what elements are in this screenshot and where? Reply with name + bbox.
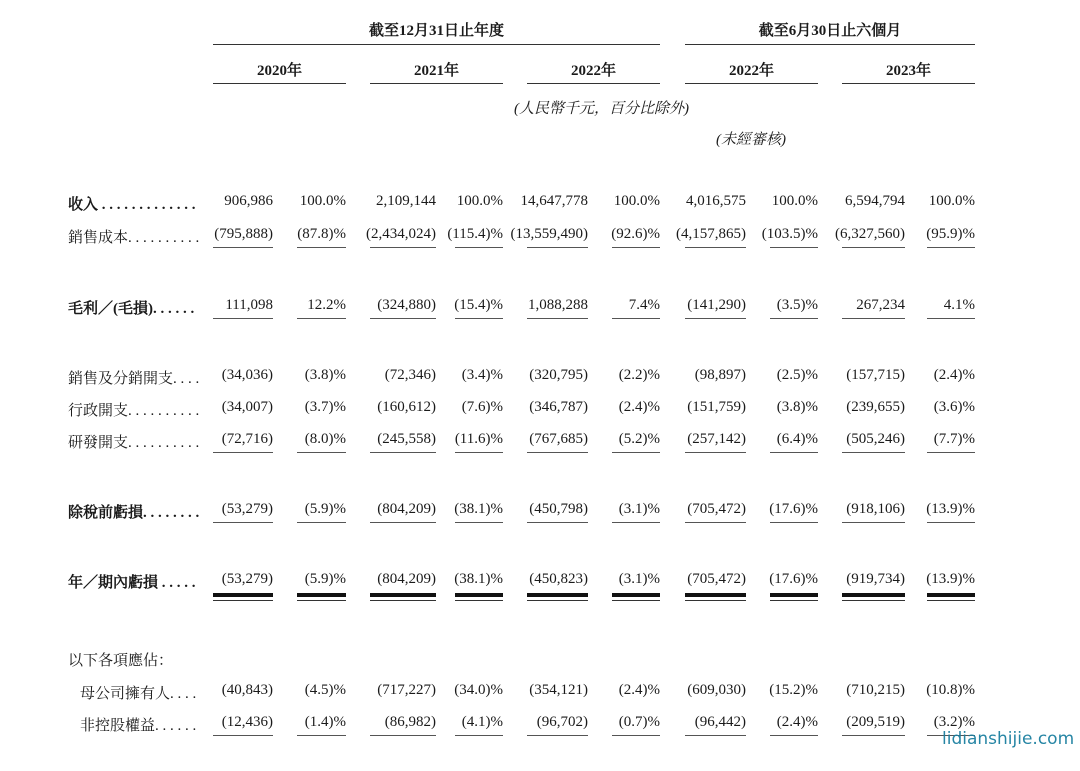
subtotal-underline	[213, 247, 273, 248]
row-label-rd-expenses: 研發開支. . . . . . . . . .	[68, 435, 200, 451]
total-double-underline	[927, 600, 975, 601]
percent-cell: (13.9)%	[926, 501, 975, 517]
year-rule	[842, 83, 975, 84]
amount-cell: (72,716)	[221, 431, 273, 447]
total-double-underline	[927, 593, 975, 597]
percent-cell: (6.4)%	[776, 431, 818, 447]
year-header-2021: 2021年	[413, 63, 459, 79]
amount-cell: (4,157,865)	[676, 226, 746, 242]
total-double-underline	[842, 593, 905, 597]
subtotal-underline	[370, 452, 436, 453]
total-double-underline	[612, 600, 660, 601]
watermark: lidianshijie.com	[942, 729, 1075, 749]
row-label-selling-expenses: 銷售及分銷開支. . . .	[68, 371, 200, 387]
subtotal-underline	[770, 735, 818, 736]
year-header-h1-2022: 2022年	[728, 63, 774, 79]
subtotal-underline	[370, 522, 436, 523]
amount-cell: (705,472)	[687, 571, 746, 587]
percent-cell: 12.2%	[307, 297, 346, 313]
amount-cell: 267,234	[856, 297, 905, 313]
total-double-underline	[455, 593, 503, 597]
subtotal-underline	[297, 735, 346, 736]
percent-cell: (15.2)%	[769, 682, 818, 698]
total-double-underline	[770, 600, 818, 601]
percent-cell: (34.0)%	[454, 682, 503, 698]
percent-cell: (8.0)%	[304, 431, 346, 447]
percent-cell: (2.4)%	[933, 367, 975, 383]
percent-cell: (3.2)%	[933, 714, 975, 730]
amount-cell: (13,559,490)	[510, 226, 588, 242]
header-rule-interim	[685, 44, 975, 45]
subtotal-underline	[213, 522, 273, 523]
year-header-h1-2023: 2023年	[885, 63, 931, 79]
total-double-underline	[685, 593, 746, 597]
percent-cell: 100.0%	[299, 193, 346, 209]
amount-cell: (324,880)	[377, 297, 436, 313]
amount-cell: (346,787)	[529, 399, 588, 415]
percent-cell: 100.0%	[771, 193, 818, 209]
subtotal-underline	[527, 522, 588, 523]
amount-cell: (157,715)	[846, 367, 905, 383]
subtotal-underline	[612, 735, 660, 736]
row-label-loss-for-period: 年／期內虧損 . . . . .	[68, 575, 196, 591]
unaudited-note: (未經審核)	[716, 132, 786, 148]
percent-cell: (3.7)%	[304, 399, 346, 415]
total-double-underline	[455, 600, 503, 601]
percent-cell: (4.1)%	[461, 714, 503, 730]
total-double-underline	[612, 593, 660, 597]
amount-cell: 1,088,288	[528, 297, 588, 313]
year-rule	[370, 83, 503, 84]
total-double-underline	[370, 600, 436, 601]
subtotal-underline	[842, 247, 905, 248]
subtotal-underline	[297, 522, 346, 523]
percent-cell: 100.0%	[456, 193, 503, 209]
amount-cell: 2,109,144	[376, 193, 436, 209]
subtotal-underline	[842, 522, 905, 523]
subtotal-underline	[685, 247, 746, 248]
amount-cell: 4,016,575	[686, 193, 746, 209]
percent-cell: (5.9)%	[304, 501, 346, 517]
percent-cell: (0.7)%	[618, 714, 660, 730]
percent-cell: (38.1)%	[454, 501, 503, 517]
row-label-owners-of-parent: 母公司擁有人. . . .	[80, 686, 197, 702]
row-label-admin-expenses: 行政開支. . . . . . . . . .	[68, 403, 200, 419]
percent-cell: (1.4)%	[304, 714, 346, 730]
subtotal-underline	[297, 452, 346, 453]
subtotal-underline	[213, 318, 273, 319]
amount-cell: (717,227)	[377, 682, 436, 698]
amount-cell: (919,734)	[846, 571, 905, 587]
subtotal-underline	[370, 318, 436, 319]
amount-cell: 6,594,794	[845, 193, 905, 209]
amount-cell: (354,121)	[529, 682, 588, 698]
amount-cell: (72,346)	[384, 367, 436, 383]
amount-cell: (450,823)	[529, 571, 588, 587]
percent-cell: (3.4)%	[461, 367, 503, 383]
amount-cell: (767,685)	[529, 431, 588, 447]
percent-cell: (3.1)%	[618, 501, 660, 517]
percent-cell: (3.1)%	[618, 571, 660, 587]
subtotal-underline	[842, 318, 905, 319]
amount-cell: 906,986	[224, 193, 273, 209]
subtotal-underline	[455, 522, 503, 523]
amount-cell: (450,798)	[529, 501, 588, 517]
percent-cell: (17.6)%	[769, 501, 818, 517]
year-header-2020: 2020年	[256, 63, 302, 79]
amount-cell: (804,209)	[377, 501, 436, 517]
subtotal-underline	[927, 318, 975, 319]
amount-cell: (34,036)	[221, 367, 273, 383]
percent-cell: 7.4%	[628, 297, 660, 313]
percent-cell: (2.4)%	[618, 682, 660, 698]
amount-cell: (257,142)	[687, 431, 746, 447]
subtotal-underline	[370, 735, 436, 736]
percent-cell: 100.0%	[613, 193, 660, 209]
total-double-underline	[527, 593, 588, 597]
row-label-loss-before-tax: 除稅前虧損. . . . . . . .	[68, 505, 200, 521]
percent-cell: (87.8)%	[297, 226, 346, 242]
subtotal-underline	[685, 452, 746, 453]
amount-cell: (40,843)	[221, 682, 273, 698]
subtotal-underline	[527, 318, 588, 319]
amount-cell: (609,030)	[687, 682, 746, 698]
row-label-attributable-to: 以下各項應佔：	[68, 653, 174, 669]
amount-cell: (320,795)	[529, 367, 588, 383]
subtotal-underline	[297, 247, 346, 248]
total-double-underline	[842, 600, 905, 601]
row-label-non-controlling-interests: 非控股權益. . . . . .	[80, 718, 197, 734]
subtotal-underline	[685, 735, 746, 736]
amount-cell: (86,982)	[384, 714, 436, 730]
subtotal-underline	[927, 247, 975, 248]
currency-note: (人民幣千元，百分比除外)	[514, 101, 689, 117]
subtotal-underline	[770, 522, 818, 523]
subtotal-underline	[455, 452, 503, 453]
amount-cell: (710,215)	[846, 682, 905, 698]
amount-cell: (239,655)	[846, 399, 905, 415]
amount-cell: (245,558)	[377, 431, 436, 447]
year-rule	[527, 83, 660, 84]
subtotal-underline	[527, 452, 588, 453]
amount-cell: (12,436)	[221, 714, 273, 730]
amount-cell: (918,106)	[846, 501, 905, 517]
percent-cell: (3.5)%	[776, 297, 818, 313]
amount-cell: (141,290)	[687, 297, 746, 313]
percent-cell: 4.1%	[943, 297, 975, 313]
amount-cell: (2,434,024)	[366, 226, 436, 242]
total-double-underline	[770, 593, 818, 597]
subtotal-underline	[297, 318, 346, 319]
percent-cell: (38.1)%	[454, 571, 503, 587]
subtotal-underline	[842, 735, 905, 736]
amount-cell: (53,279)	[221, 571, 273, 587]
amount-cell: (795,888)	[214, 226, 273, 242]
subtotal-underline	[370, 247, 436, 248]
percent-cell: (5.9)%	[304, 571, 346, 587]
year-header-2022: 2022年	[570, 63, 616, 79]
percent-cell: (7.6)%	[461, 399, 503, 415]
percent-cell: 100.0%	[928, 193, 975, 209]
amount-cell: (705,472)	[687, 501, 746, 517]
percent-cell: (103.5)%	[761, 226, 818, 242]
amount-cell: (34,007)	[221, 399, 273, 415]
amount-cell: (209,519)	[846, 714, 905, 730]
percent-cell: (4.5)%	[304, 682, 346, 698]
amount-cell: (96,702)	[536, 714, 588, 730]
subtotal-underline	[770, 452, 818, 453]
total-double-underline	[527, 600, 588, 601]
year-rule	[213, 83, 346, 84]
header-annual-period: 截至12月31日止年度	[368, 23, 504, 39]
subtotal-underline	[455, 247, 503, 248]
total-double-underline	[213, 593, 273, 597]
percent-cell: (10.8)%	[926, 682, 975, 698]
subtotal-underline	[213, 452, 273, 453]
percent-cell: (3.6)%	[933, 399, 975, 415]
amount-cell: (151,759)	[687, 399, 746, 415]
subtotal-underline	[927, 452, 975, 453]
amount-cell: (804,209)	[377, 571, 436, 587]
total-double-underline	[685, 600, 746, 601]
subtotal-underline	[685, 522, 746, 523]
header-rule-annual	[213, 44, 660, 45]
year-rule	[685, 83, 818, 84]
subtotal-underline	[842, 452, 905, 453]
total-double-underline	[370, 593, 436, 597]
percent-cell: (3.8)%	[776, 399, 818, 415]
subtotal-underline	[612, 522, 660, 523]
percent-cell: (13.9)%	[926, 571, 975, 587]
percent-cell: (2.4)%	[776, 714, 818, 730]
percent-cell: (15.4)%	[454, 297, 503, 313]
amount-cell: (160,612)	[377, 399, 436, 415]
amount-cell: 111,098	[225, 297, 273, 313]
subtotal-underline	[927, 522, 975, 523]
percent-cell: (2.5)%	[776, 367, 818, 383]
subtotal-underline	[612, 247, 660, 248]
subtotal-underline	[527, 735, 588, 736]
subtotal-underline	[685, 318, 746, 319]
percent-cell: (17.6)%	[769, 571, 818, 587]
subtotal-underline	[455, 318, 503, 319]
subtotal-underline	[612, 318, 660, 319]
total-double-underline	[297, 600, 346, 601]
amount-cell: (6,327,560)	[835, 226, 905, 242]
subtotal-underline	[455, 735, 503, 736]
total-double-underline	[213, 600, 273, 601]
header-interim-period: 截至6月30日止六個月	[758, 23, 902, 39]
subtotal-underline	[213, 735, 273, 736]
subtotal-underline	[770, 318, 818, 319]
percent-cell: (92.6)%	[611, 226, 660, 242]
percent-cell: (2.4)%	[618, 399, 660, 415]
subtotal-underline	[612, 452, 660, 453]
subtotal-underline	[527, 247, 588, 248]
total-double-underline	[297, 593, 346, 597]
percent-cell: (11.6)%	[454, 431, 503, 447]
percent-cell: (7.7)%	[933, 431, 975, 447]
amount-cell: 14,647,778	[520, 193, 588, 209]
percent-cell: (115.4)%	[447, 226, 503, 242]
amount-cell: (505,246)	[846, 431, 905, 447]
amount-cell: (53,279)	[221, 501, 273, 517]
row-label-revenue: 收入 . . . . . . . . . . . . .	[68, 197, 196, 213]
amount-cell: (96,442)	[694, 714, 746, 730]
percent-cell: (2.2)%	[618, 367, 660, 383]
percent-cell: (5.2)%	[618, 431, 660, 447]
percent-cell: (95.9)%	[926, 226, 975, 242]
row-label-gross-profit: 毛利／(毛損). . . . . .	[68, 301, 195, 317]
subtotal-underline	[770, 247, 818, 248]
percent-cell: (3.8)%	[304, 367, 346, 383]
amount-cell: (98,897)	[694, 367, 746, 383]
row-label-cost-of-sales: 銷售成本. . . . . . . . . .	[68, 230, 200, 246]
